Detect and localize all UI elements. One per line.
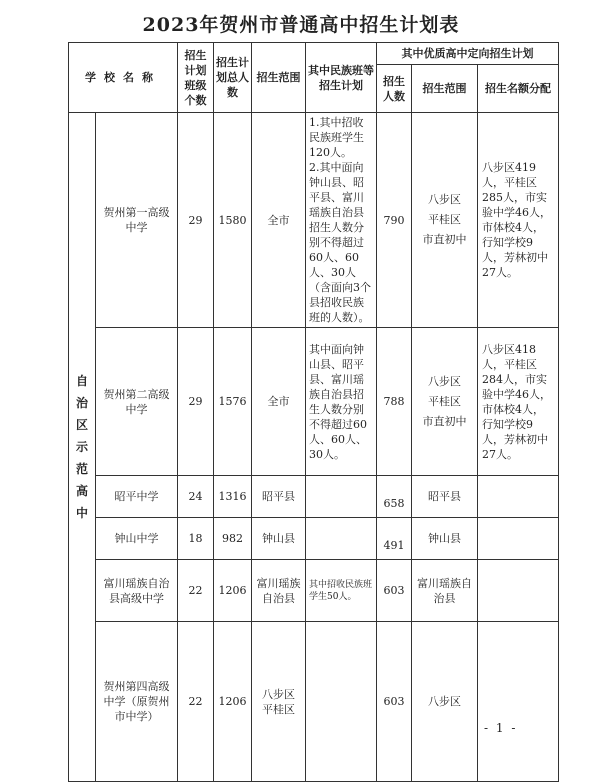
quality-count: 658	[377, 476, 412, 518]
category-label: 自治区示范高中	[75, 374, 88, 520]
page-number: - 1 -	[484, 721, 518, 735]
enroll-range: 昭平县	[252, 476, 306, 518]
enroll-range: 全市	[252, 328, 306, 476]
quality-range: 八步区 平桂区 市直初中	[412, 328, 478, 476]
plan-total: 1576	[214, 328, 252, 476]
quota-allocation: 八步区418人，平桂区284人，市实验中学46人，市体校4人，行知学校9人，芳林初中27人。	[478, 328, 559, 476]
school-name: 贺州第二高级中学	[96, 328, 178, 476]
header-plan-classes: 招生计划班级个数	[178, 43, 214, 113]
header-plan-total: 招生计划总人数	[214, 43, 252, 113]
quota-allocation	[478, 622, 559, 782]
quality-range: 八步区 平桂区 市直初中	[412, 113, 478, 328]
quota-allocation	[478, 476, 559, 518]
table-row	[69, 518, 559, 560]
enroll-range: 钟山县	[252, 518, 306, 560]
plan-total: 1206	[214, 622, 252, 782]
quality-count: 790	[377, 113, 412, 328]
enrollment-plan-table	[68, 42, 559, 782]
header-quality-count: 招生人数	[377, 65, 412, 113]
enroll-range: 全市	[252, 113, 306, 328]
page-title: 2023年贺州市普通高中招生计划表	[142, 14, 460, 36]
header-quality-group: 其中优质高中定向招生计划	[377, 43, 559, 65]
plan-total: 982	[214, 518, 252, 560]
school-name: 钟山中学	[96, 518, 178, 560]
header-quality-range: 招生范围	[412, 65, 478, 113]
plan-classes: 24	[178, 476, 214, 518]
ethnic-plan: 1.其中招收民族班学生120人。 2.其中面向钟山县、昭平县、富川瑶族自治县招生人数分别不得超过60人、60人、30人（含面向3个县招收民族班的人数）。	[306, 113, 377, 328]
plan-total: 1580	[214, 113, 252, 328]
ethnic-plan: 其中面向钟山县、昭平县、富川瑶族自治县招生人数分别不得超过60人、60人、30人。	[306, 328, 377, 476]
table-row	[69, 560, 559, 622]
plan-classes: 22	[178, 560, 214, 622]
quota-allocation: 八步区419人，平桂区285人，市实验中学46人，市体校4人，行知学校9人，芳林初中27人。	[478, 113, 559, 328]
table-row	[69, 476, 559, 518]
school-name: 昭平中学	[96, 476, 178, 518]
category-cell	[69, 113, 96, 782]
plan-classes: 29	[178, 328, 214, 476]
school-name: 贺州第一高级中学	[96, 113, 178, 328]
header-row-top	[69, 43, 559, 65]
header-enroll-range: 招生范围	[252, 43, 306, 113]
enroll-range: 八步区 平桂区	[252, 622, 306, 782]
school-name: 富川瑶族自治县高级中学	[96, 560, 178, 622]
quality-range: 钟山县	[412, 518, 478, 560]
ethnic-plan	[306, 476, 377, 518]
enroll-range: 富川瑶族自治县	[252, 560, 306, 622]
plan-classes: 29	[178, 113, 214, 328]
quality-count: 788	[377, 328, 412, 476]
header-ethnic-plan: 其中民族班等招生计划	[306, 43, 377, 113]
quality-range: 富川瑶族自治县	[412, 560, 478, 622]
header-quota-alloc: 招生名额分配	[478, 65, 559, 113]
header-school-name: 学校名称	[69, 43, 178, 113]
quota-allocation	[478, 518, 559, 560]
quality-count: 491	[377, 518, 412, 560]
quality-range: 八步区	[412, 622, 478, 782]
quality-range: 昭平县	[412, 476, 478, 518]
plan-classes: 18	[178, 518, 214, 560]
table-row	[69, 113, 559, 328]
quota-allocation	[478, 560, 559, 622]
table-row	[69, 622, 559, 782]
plan-classes: 22	[178, 622, 214, 782]
ethnic-plan	[306, 518, 377, 560]
table-row	[69, 328, 559, 476]
quality-count: 603	[377, 622, 412, 782]
school-name: 贺州第四高级中学（原贺州市中学）	[96, 622, 178, 782]
ethnic-plan: 其中招收民族班学生50人。	[306, 560, 377, 622]
quality-count: 603	[377, 560, 412, 622]
plan-total: 1316	[214, 476, 252, 518]
plan-total: 1206	[214, 560, 252, 622]
ethnic-plan	[306, 622, 377, 782]
